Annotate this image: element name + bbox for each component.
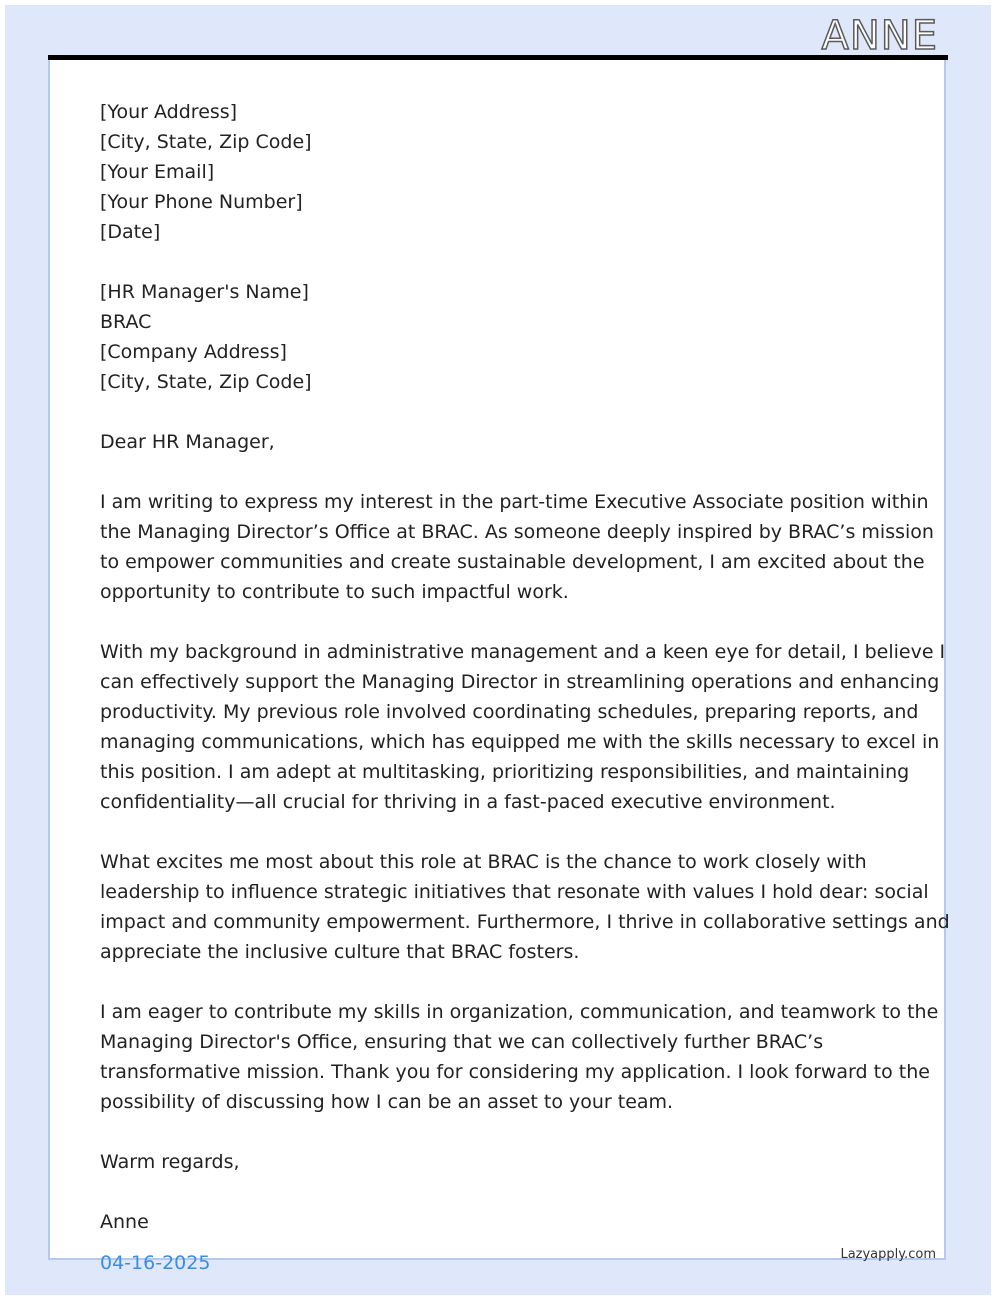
paragraph-line: impact and community empowerment. Furthermore, I thrive in collaborative settings and <box>100 911 950 933</box>
recipient-address: [Company Address] <box>100 341 287 363</box>
paragraph-line: transformative mission. Thank you for considering my application. I look forward to the <box>100 1061 930 1083</box>
paragraph-line: to empower communities and create sustainable development, I am excited about the <box>100 551 925 573</box>
footer-date: 04-16-2025 <box>100 1252 211 1274</box>
paragraph-line: opportunity to contribute to such impactful work. <box>100 581 569 603</box>
paragraph-line: this position. I am adept at multitasking, prioritizing responsibilities, and maintaining <box>100 761 910 783</box>
salutation-text: Dear HR Manager, <box>100 431 275 453</box>
paragraph-line: appreciate the inclusive culture that BRAC fosters. <box>100 941 580 963</box>
paragraph-line: productivity. My previous role involved coordinating schedules, preparing reports, and <box>100 701 919 723</box>
name-logo: ANNE <box>821 13 938 59</box>
paragraph-line: With my background in administrative management and a keen eye for detail, I believe I <box>100 641 946 663</box>
sender-city-state-zip: [City, State, Zip Code] <box>100 131 312 153</box>
paragraph-2 <box>100 637 946 817</box>
paragraph-line: managing communications, which has equipped me with the skills necessary to excel in <box>100 731 940 753</box>
paragraph-4 <box>100 997 939 1117</box>
letter-body <box>100 97 950 1237</box>
paragraph-line: I am writing to express my interest in the part-time Executive Associate position within <box>100 491 929 513</box>
paragraph-line: confidentiality—all crucial for thriving in a fast-paced executive environment. <box>100 791 836 813</box>
recipient-name: [HR Manager's Name] <box>100 281 309 303</box>
paragraph-line: the Managing Director’s Office at BRAC. As someone deeply inspired by BRAC’s mission <box>100 521 934 543</box>
signature <box>100 1207 900 1237</box>
salutation <box>100 427 900 457</box>
header-rule <box>48 55 948 60</box>
paragraph-line: can effectively support the Managing Director in streamlining operations and enhancing <box>100 671 940 693</box>
footer-site: Lazyapply.com <box>840 1247 936 1262</box>
paragraph-line: possibility of discussing how I can be an asset to your team. <box>100 1091 674 1113</box>
closing <box>100 1147 900 1177</box>
closing-text: Warm regards, <box>100 1151 240 1173</box>
paragraph-line: leadership to influence strategic initiatives that resonate with values I hold dear: social <box>100 881 929 903</box>
recipient-company: BRAC <box>100 311 152 333</box>
sender-address: [Your Address] <box>100 101 238 123</box>
sender-email: [Your Email] <box>100 161 215 183</box>
signature-name: Anne <box>100 1211 149 1233</box>
sender-block <box>100 97 900 247</box>
paragraph-1 <box>100 487 934 607</box>
paragraph-line: I am eager to contribute my skills in organization, communication, and teamwork to the <box>100 1001 939 1023</box>
sender-date: [Date] <box>100 221 161 243</box>
recipient-block <box>100 277 900 397</box>
paragraph-3 <box>100 847 950 967</box>
recipient-city-state-zip: [City, State, Zip Code] <box>100 371 312 393</box>
paragraph-line: What excites me most about this role at BRAC is the chance to work closely with <box>100 851 867 873</box>
paragraph-line: Managing Director's Office, ensuring that we can collectively further BRAC’s <box>100 1031 824 1053</box>
sender-phone: [Your Phone Number] <box>100 191 303 213</box>
